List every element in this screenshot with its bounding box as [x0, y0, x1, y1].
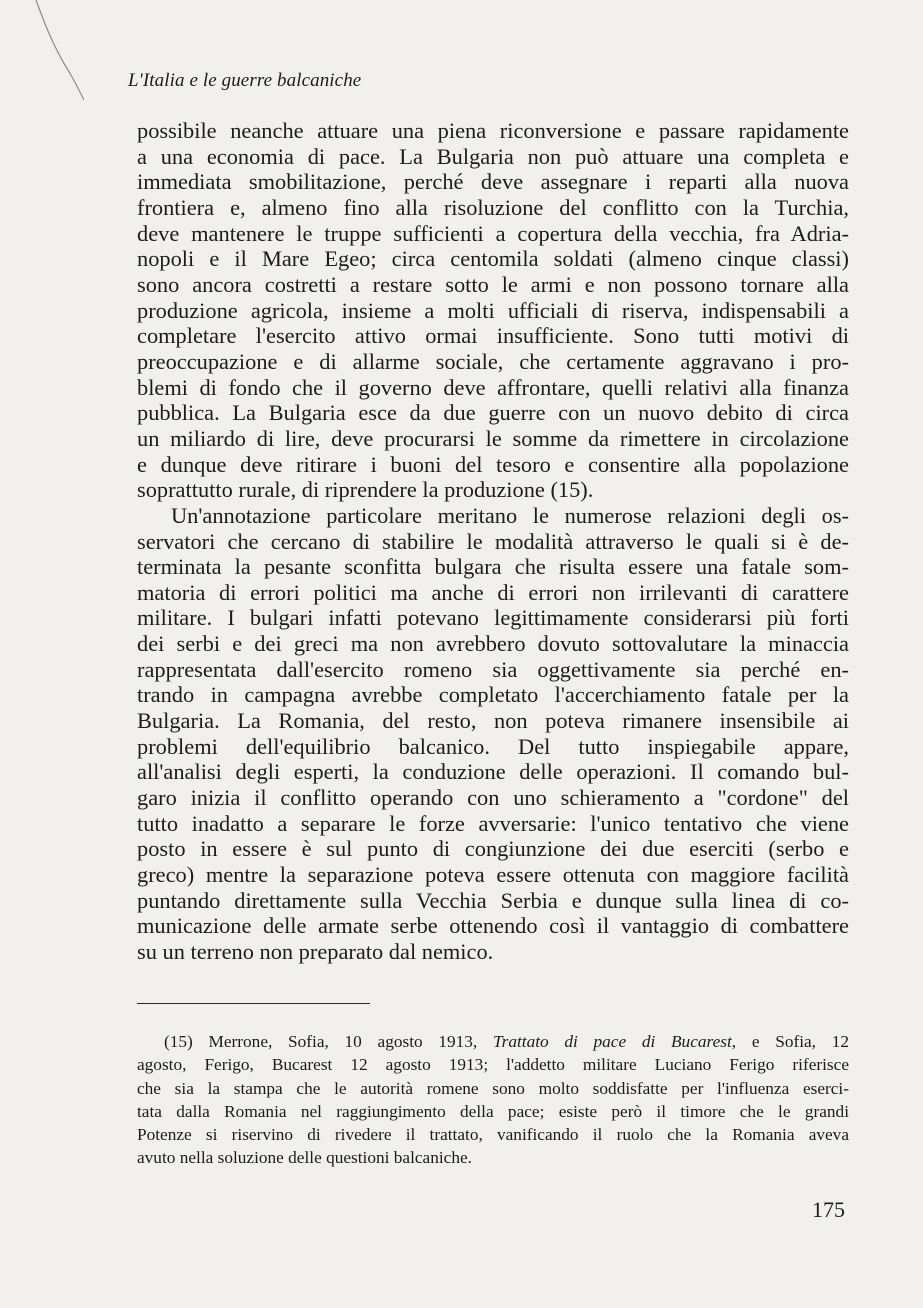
text-line: soprattutto rurale, di riprendere la produzione (15). — [137, 477, 594, 503]
footnote — [137, 1030, 849, 1170]
page-number: 175 — [812, 1197, 845, 1222]
text-line: pubblica. La Bulgaria esce da due guerre con un nuovo debito di circa — [137, 400, 849, 426]
text-line: un miliardo di lire, deve procurarsi le somme da rimettere in circolazione — [137, 425, 849, 451]
text-line: trando in campagna avrebbe completato l'accerchiamento fatale per la — [137, 682, 849, 708]
text-line: possibile neanche attuare una piena riconversione e passare rapidamente — [137, 118, 849, 143]
text-line: a una economia di pace. La Bulgaria non può attuare una completa e — [137, 143, 849, 169]
text-line: su un terreno non preparato dal nemico. — [137, 939, 494, 964]
text-line: produzione agricola, insieme a molti ufficiali di riserva, indispensabili a — [137, 297, 849, 323]
footnote-treaty-title: Trattato di pace di Bucarest — [492, 1032, 732, 1051]
text-line: frontiera e, almeno fino alla risoluzione del conflitto con la Turchia, — [137, 194, 849, 220]
text-line: garo inizia il conflitto operando con uno schieramento a "cordone" del — [137, 785, 849, 811]
text-line: rappresentata dall'esercito romeno sia oggettivamente sia perché en- — [137, 656, 849, 682]
text-line: preoccupazione e di allarme sociale, che certamente aggravano i pro- — [137, 348, 849, 374]
footnote-divider — [137, 1003, 370, 1004]
footnote-citation-continued: , e Sofia, 12 — [731, 1032, 849, 1051]
text-line: immediata smobilitazione, perché deve assegnare i reparti alla nuova — [137, 169, 849, 195]
text-line: completare l'esercito attivo ormai insufficiente. Sono tutti motivi di — [137, 323, 849, 349]
footnote-line: tata dalla Romania nel raggiungimento della pace; esiste però il timore che le grandi — [137, 1101, 849, 1121]
text-line: blemi di fondo che il governo deve affrontare, quelli relativi alla finanza — [137, 374, 849, 400]
text-line: deve mantenere le truppe sufficienti a copertura della vecchia, fra Adria- — [137, 220, 849, 246]
text-line: matoria di errori politici ma anche di errori non irrilevanti di carattere — [137, 579, 849, 605]
footnote-line: Potenze si riservino di rivedere il trattato, vanificando il ruolo che la Romania aveva — [137, 1125, 849, 1145]
text-line: dei serbi e dei greci ma non avrebbero dovuto sottovalutare la minaccia — [137, 631, 849, 657]
footnote-line — [137, 1030, 849, 1053]
main-text — [137, 118, 849, 965]
text-line: problemi dell'equilibrio balcanico. Del tutto inspiegabile appare, — [137, 733, 849, 759]
text-line: nopoli e il Mare Egeo; circa centomila soldati (almeno cinque classi) — [137, 246, 849, 272]
text-line: posto in essere è sul punto di congiunzione dei due eserciti (serbo e — [137, 836, 849, 862]
text-line: Un'annotazione particolare meritano le numerose relazioni degli os- — [171, 502, 849, 528]
text-line: e dunque deve ritirare i buoni del tesoro e consentire alla popolazione — [137, 451, 849, 477]
footnote-citation: (15) Merrone, Sofia, 10 agosto 1913, — [164, 1032, 493, 1051]
text-line: servatori che cercano di stabilire le modalità attraverso le quali si è de- — [137, 528, 849, 554]
text-line: all'analisi degli esperti, la conduzione delle operazioni. Il comando bul- — [137, 759, 849, 785]
footnote-line: avuto nella soluzione delle questioni balcaniche. — [137, 1148, 472, 1168]
text-line: sono ancora costretti a restare sotto le armi e non possono tornare alla — [137, 271, 849, 297]
text-line: Bulgaria. La Romania, del resto, non poteva rimanere insensibile ai — [137, 708, 849, 734]
text-line: militare. I bulgari infatti potevano legittimamente considerarsi più forti — [137, 605, 849, 631]
text-line: municazione delle armate serbe ottenendo così il vantaggio di combattere — [137, 913, 849, 939]
text-line: tutto inadatto a separare le forze avversarie: l'unico tentativo che viene — [137, 810, 849, 836]
text-line: terminata la pesante sconfitta bulgara che risulta essere una fatale som- — [137, 554, 849, 580]
text-line: greco) mentre la separazione poteva essere ottenuta con maggiore facilità — [137, 862, 849, 888]
footnote-line: agosto, Ferigo, Bucarest 12 agosto 1913; l'addetto militare Luciano Ferigo riferisce — [137, 1055, 849, 1075]
page-curl-edge — [0, 0, 84, 100]
running-head: L'Italia e le guerre balcaniche — [128, 70, 362, 91]
footnote-line: che sia la stampa che le autorità romene sono molto soddisfatte per l'influenza eserci- — [137, 1078, 849, 1098]
text-line: puntando direttamente sulla Vecchia Serbia e dunque sulla linea di co- — [137, 887, 849, 913]
